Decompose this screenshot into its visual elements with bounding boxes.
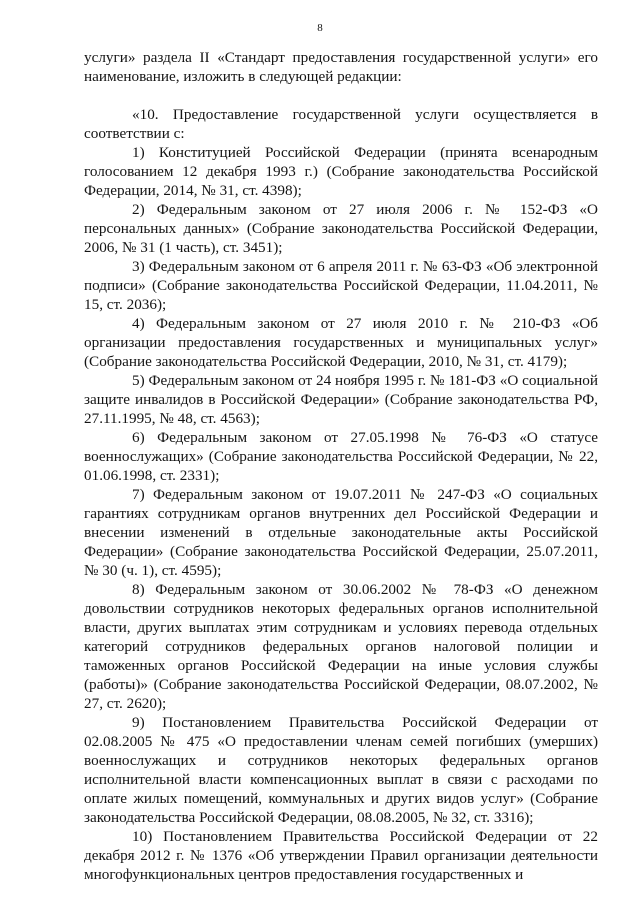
list-item: 3) Федеральным законом от 6 апреля 2011 г. № 63-ФЗ «Об электронной подписи» (Собрание законодательства Российской Федерации, 11.04.2011, № 15, ст. 2036); bbox=[84, 258, 598, 313]
list-item: 10) Постановлением Правительства Российской Федерации от 22 декабря 2012 г. № 1376 «Об утверждении Правил организации деятельности многофункциональных центров предоставления государственных и bbox=[84, 828, 598, 883]
list-item: 8) Федеральным законом от 30.06.2002 № 78-ФЗ «О денежном довольствии сотрудников некоторых федеральных органов исполнительной власти, других выплатах этим сотрудникам и условиях перевода отдельных категорий сотрудников федеральных органов налоговой полиции и таможенных органов Российской Федерации на иные условия службы (работы)» (Собрание законодательства Российской Федерации, 08.07.2002, № 27, ст. 2620); bbox=[84, 581, 598, 712]
intro-paragraph: услуги» раздела II «Стандарт предоставления государственной услуги» его наименование, изложить в следующей редакции: bbox=[84, 49, 598, 85]
list-item: 6) Федеральным законом от 27.05.1998 № 76-ФЗ «О статусе военнослужащих» (Собрание законодательства Российской Федерации, № 22, 01.06.1998, ст. 2331); bbox=[84, 429, 598, 484]
page-number: 8 bbox=[317, 22, 323, 34]
lead-paragraph: «10. Предоставление государственной услуги осуществляется в соответствии с: bbox=[84, 106, 598, 142]
list-item: 9) Постановлением Правительства Российской Федерации от 02.08.2005 № 475 «О предоставлении членам семей погибших (умерших) военнослужащих и сотрудников некоторых федеральных органов исполнительной власти компенсационных выплат в связи с расходами по оплате жилых помещений, коммунальных и других видов услуг» (Собрание законодательства Российской Федерации, 08.08.2005, № 32, ст. 3316); bbox=[84, 714, 598, 826]
list-item: 5) Федеральным законом от 24 ноября 1995 г. № 181-ФЗ «О социальной защите инвалидов в Российской Федерации» (Собрание законодательства РФ, 27.11.1995, № 48, ст. 4563); bbox=[84, 372, 598, 427]
list-item: 4) Федеральным законом от 27 июля 2010 г. № 210-ФЗ «Об организации предоставления государственных и муниципальных услуг» (Собрание законодательства Российской Федерации, 2010, № 31, ст. 4179); bbox=[84, 315, 598, 370]
list-item: 2) Федеральным законом от 27 июля 2006 г. № 152-ФЗ «О персональных данных» (Собрание законодательства Российской Федерации, 2006, № 31 (1 часть), ст. 3451); bbox=[84, 201, 598, 256]
list-item: 1) Конституцией Российской Федерации (принята всенародным голосованием 12 декабря 1993 г.) (Собрание законодательства Российской Федерации, 2014, № 31, ст. 4398); bbox=[84, 144, 598, 199]
document-body bbox=[84, 48, 598, 884]
list-item: 7) Федеральным законом от 19.07.2011 № 247-ФЗ «О социальных гарантиях сотрудникам органов внутренних дел Российской Федерации и внесении изменений в отдельные законодательные акты Российской Федерации» (Собрание законодательства Российской Федерации, 25.07.2011, № 30 (ч. 1), ст. 4595); bbox=[84, 486, 598, 579]
